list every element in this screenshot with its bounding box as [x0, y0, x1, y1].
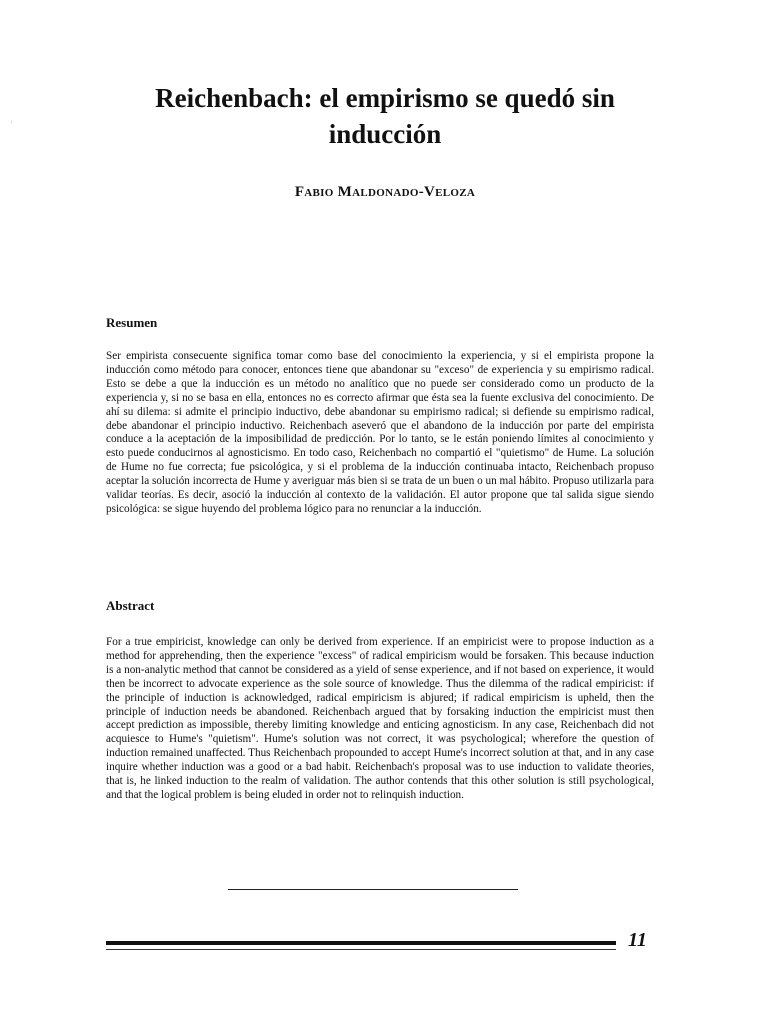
footer-rule-thin: [106, 949, 616, 950]
section-divider: [228, 889, 518, 890]
abstract-heading: Abstract: [106, 598, 155, 613]
page-number: 11: [628, 929, 647, 951]
resumen-heading: Resumen: [106, 315, 158, 330]
article-author: Fabio Maldonado-Veloza: [294, 184, 476, 200]
resumen-text: Ser empirista consecuente significa tomar como base del conocimiento la experiencia, y si el empirista propone la inducción como método para conocer, entonces tiene que abandonar su "exceso" de experiencia y su empirismo radical. Esto se debe a que la inducción es un método no analítico que no puede ser considerado como un producto de la experiencia y, si no se basa en ella, entonces no es correcto afirmar que ésta sea la fuente exclusiva del conocimiento. De ahí su dilema: si admite el principio inductivo, debe abandonar su empirismo radical; si defiende su empirismo radical, debe abandonar el principio inductivo. Reichenbach aseveró que el abandono de la inducción por parte del empirista conduce a la aceptación de la imposibilidad de predicción. Por lo tanto, se le están poniendo límites al conocimiento y esto puede conducirnos al agnosticismo. En todo caso, Reichenbach no compartió el "quietismo" de Hume. La solución de Hume no fue correcta; fue psicológica, y si el problema de la inducción continuaba intacto, Reichenbach propuso aceptar la solución incorrecta de Hume y averiguar más bien si se trata de un buen o un mal hábito. Propuso utilizarla para validar teorías. Es decir, asoció la inducción al contexto de la validación. El autor propone que tal salida sigue siendo psicológica: se sigue huyendo del problema lógico para no renunciar a la inducción.: [106, 350, 654, 515]
abstract-text: For a true empiricist, knowledge can only be derived from experience. If an empiricist were to propose induction as a method for apprehending, then the experience "excess" of radical empiricism would be forsaken. This because induction is a non-analytic method that cannot be considered as a yield of sense experience, and if not based on experience, it would then be incorrect to advocate experience as the sole source of knowledge. Thus the dilemma of the radical empiricist: if the principle of induction is acknowledged, radical empiricism is abjured; if radical empiricism is upheld, then the principle of induction needs be abandoned. Reichenbach argued that by forsaking induction the empiricist must then accept prediction as impossible, thereby limiting knowledge and enticing agnosticism. In any case, Reichenbach did not acquiesce to Hume's "quietism". Hume's solution was not correct, it was psychological; wherefore the question of induction remained unaffected. Thus Reichenbach propounded to accept Hume's incorrect solution at that, and in any case inquire whether induction was a good or a bad habit. Reichenbach's proposal was to use induction to validate theories, that is, he linked induction to the realm of validation. The author contends that this other solution is still psychological, and that the logical problem is being eluded in order not to relinquish induction.: [106, 636, 654, 801]
article-title: Reichenbach: el empirismo se quedó sin inducción: [155, 83, 615, 149]
footer-rule-thick: [106, 941, 616, 945]
margin-speck: ·: [10, 118, 13, 127]
